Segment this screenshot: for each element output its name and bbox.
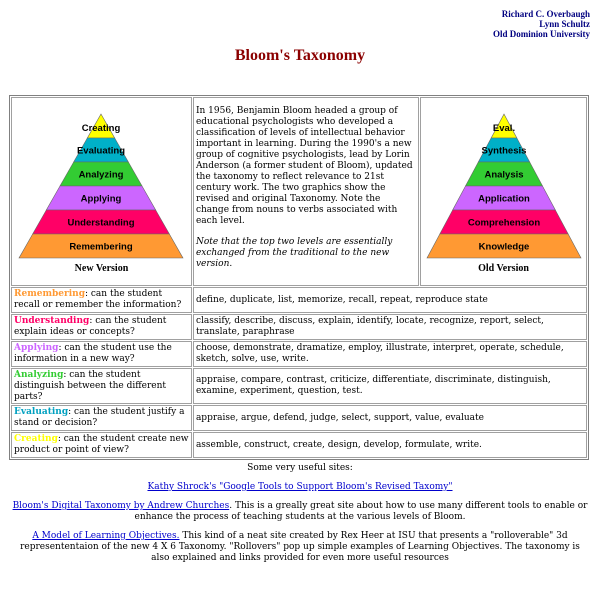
old-pyramid-label-comprehension: Comprehension [467, 217, 540, 228]
level-question-cell [11, 341, 192, 367]
level-question: : can the student create new product or point of view? [14, 434, 189, 455]
old-version-caption: Old Version [478, 262, 529, 274]
level-row [11, 341, 587, 367]
level-verbs-cell: appraise, compare, contrast, criticize, differentiate, discriminate, distinguish, examine, experiment, question, test. [193, 368, 587, 404]
old-version-cell [420, 97, 587, 286]
old-pyramid-label-eval: Eval. [492, 122, 515, 134]
new-pyramid-label-applying: Applying [81, 193, 122, 204]
pyramid-row [11, 97, 587, 286]
level-verbs-cell: assemble, construct, create, design, develop, formulate, write. [193, 432, 587, 458]
intro-paragraph: In 1956, Benjamin Bloom headed a group of educational psychologists who developed a classification of levels of intellectual behavior important in learning. During the 1990's a new group of cognitive psychologists, lead by Lorin Anderson (a former student of Bloom), updated the taxonomy to reflect relevance to 21st century work. The two graphics show the revised and original Taxonomy. Note the change from nouns to verbs associated with each level. [195, 106, 413, 226]
new-version-caption: New Version [74, 262, 129, 274]
level-question: : can the student use the information in a new way? [14, 343, 172, 364]
intro-cell [193, 97, 419, 286]
authors-block [493, 9, 590, 39]
level-verbs-cell: choose, demonstrate, dramatize, employ, illustrate, interpret, operate, schedule, sketch, solve, use, write. [193, 341, 587, 367]
author-affiliation: Old Dominion University [492, 29, 590, 39]
level-question-cell [11, 314, 192, 340]
level-row [11, 432, 587, 458]
level-name: Evaluating [14, 407, 69, 417]
new-pyramid-label-evaluating: Evaluating [77, 145, 126, 156]
level-question: : can the student distinguish between the different parts? [14, 369, 166, 402]
new-version-pyramid [16, 110, 186, 260]
level-row [11, 314, 587, 340]
learning-objectives-description: This kind of a neat site created by Rex Heer at ISU that presents a "rolloverable" 3d represententaion of the new 4 X 6 Taxonomy. "Rollovers" pop up simple examples of Learning Objectives. The taxonomy is also explained and links provided for even more useful resources [20, 531, 580, 563]
page-title: Bloom's Taxonomy [234, 47, 366, 64]
level-verbs-cell: appraise, argue, defend, judge, select, support, value, evaluate [193, 405, 587, 431]
useful-sites-section [0, 463, 600, 572]
old-version-pyramid [424, 110, 584, 260]
level-name: Analyzing [14, 369, 64, 380]
level-question: : can the student justify a stand or decision? [14, 407, 185, 428]
author-name: Richard C. Overbaugh [501, 9, 590, 19]
level-question-cell [11, 368, 192, 404]
level-row [11, 368, 587, 404]
old-pyramid-label-application: Application [477, 193, 530, 204]
level-question: : can the student explain ideas or concepts? [14, 316, 167, 337]
author-name: Lynn Schultz [539, 19, 590, 29]
level-question-cell [11, 432, 192, 458]
kathy-shrock-link[interactable]: Kathy Shrock's "Google Tools to Support Bloom's Revised Taxomy" [147, 482, 453, 492]
note-paragraph: Note that the top two levels are essentially exchanged from the traditional to the new version. [195, 237, 393, 269]
sites-heading: Some very useful sites: [247, 463, 353, 473]
new-pyramid-label-analyzing: Analyzing [79, 169, 124, 180]
old-pyramid-label-knowledge: Knowledge [478, 241, 529, 252]
new-pyramid-label-creating: Creating [82, 122, 121, 134]
learning-objectives-link[interactable]: A Model of Learning Objectives. [32, 531, 180, 541]
level-name: Understanding [14, 316, 90, 326]
taxonomy-table [9, 95, 589, 460]
level-question: : can the student recall or remember the information? [14, 289, 182, 310]
level-name: Applying [14, 343, 59, 353]
level-question-cell [11, 405, 192, 431]
new-pyramid-label-understanding: Understanding [67, 217, 135, 228]
old-pyramid-label-analysis: Analysis [483, 169, 524, 180]
digital-taxonomy-link[interactable]: Bloom's Digital Taxonomy by Andrew Churches [12, 501, 230, 511]
level-row [11, 405, 587, 431]
new-pyramid-label-remembering: Remembering [69, 241, 134, 252]
new-version-cell [11, 97, 192, 286]
level-name: Remembering [14, 289, 85, 299]
level-name: Creating [14, 434, 58, 444]
level-verbs-cell: classify, describe, discuss, explain, identify, locate, recognize, report, select, translate, paraphrase [193, 314, 587, 340]
level-verbs-cell: define, duplicate, list, memorize, recall, repeat, reproduce state [193, 287, 587, 313]
level-question-cell [11, 287, 192, 313]
level-row [11, 287, 587, 313]
old-pyramid-label-synthesis: Synthesis [481, 145, 526, 156]
digital-taxonomy-description: . This is a greally great site about how to use many different tools to enable or enhance the process of teaching students at the various levels of Bloom. [134, 501, 588, 522]
